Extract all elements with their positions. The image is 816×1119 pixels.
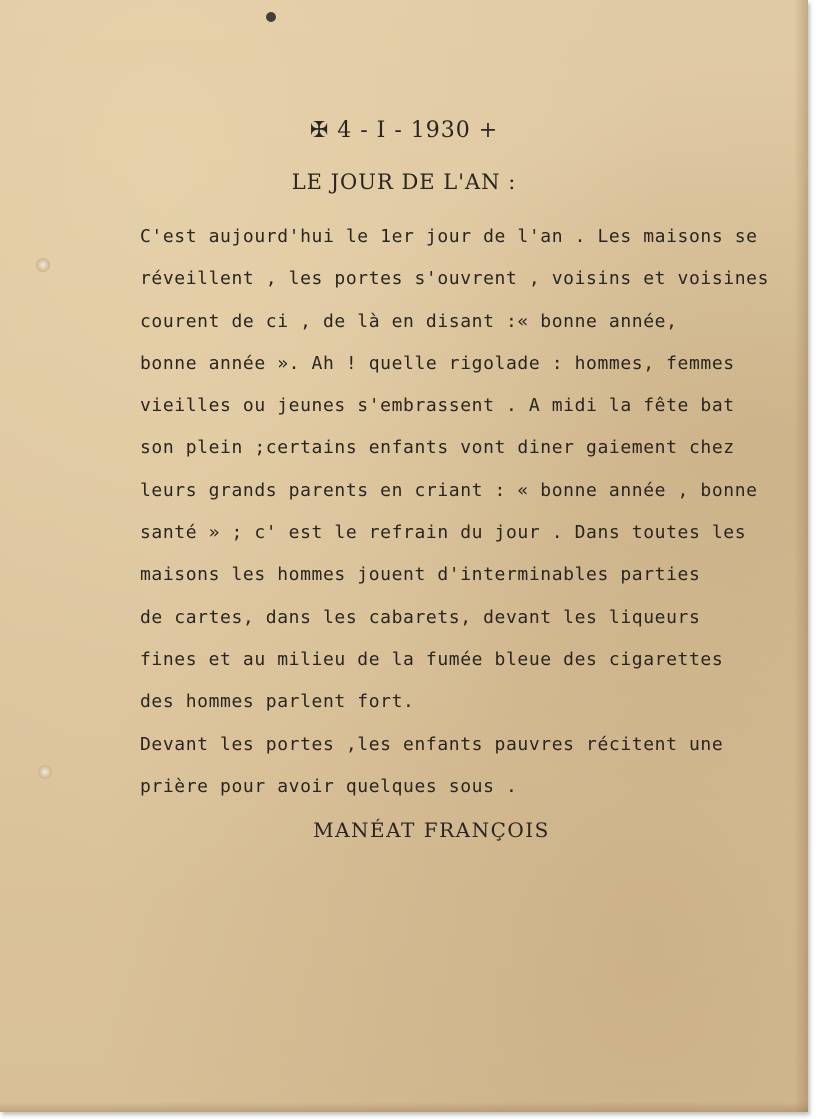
text-line: prière pour avoir quelques sous . — [140, 775, 518, 797]
author-signature: MANÉAT FRANÇOIS — [313, 818, 550, 842]
text-line: des hommes parlent fort. — [140, 691, 415, 713]
document-title: LE JOUR DE L'AN : — [291, 170, 517, 194]
text-line: maisons les hommes jouent d'interminables parties — [140, 564, 701, 586]
text-line: C'est aujourd'hui le 1er jour de l'an . Les maisons se — [140, 226, 758, 247]
page-edge-shadow — [794, 0, 808, 1112]
text-line: bonne année ». Ah ! quelle rigolade : hommes, femmes — [140, 352, 735, 374]
page-bottom-shadow — [0, 1102, 808, 1112]
ink-spot — [266, 12, 276, 22]
punch-hole-bottom — [38, 765, 52, 779]
text-line: leurs grands parents en criant : « bonne année , bonne — [140, 479, 758, 501]
text-line: de cartes, dans les cabarets, devant les liqueurs — [140, 606, 701, 628]
text-line: vieilles ou jeunes s'embrassent . A midi la fête bat — [140, 395, 735, 417]
text-line: son plein ;certains enfants vont diner gaiement chez — [140, 437, 735, 459]
text-line: santé » ; c' est le refrain du jour . Dans toutes les — [140, 522, 747, 544]
punch-hole-top — [36, 258, 50, 272]
text-line: courent de ci , de là en disant :« bonne année, — [140, 310, 678, 332]
text-line: Devant les portes ,les enfants pauvres récitent une — [140, 733, 724, 755]
text-line: réveillent , les portes s'ouvrent , voisins et voisines — [140, 268, 770, 290]
document-body — [140, 216, 770, 808]
document-date: ✠ 4 - I - 1930 + — [309, 118, 499, 143]
text-line: fines et au milieu de la fumée bleue des cigarettes — [140, 648, 724, 670]
